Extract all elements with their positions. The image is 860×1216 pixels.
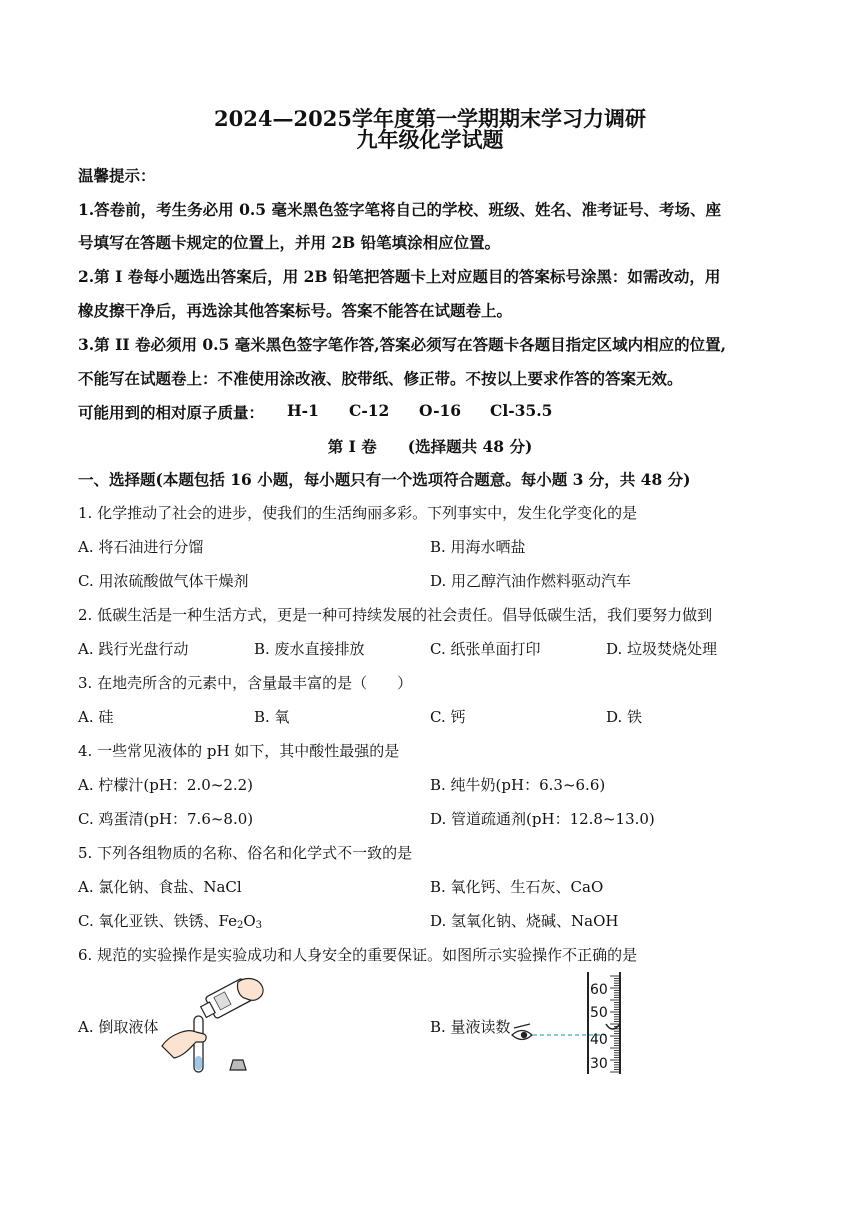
question-1-option-c[interactable]: C. 用浓硫酸做气体干燥剂: [78, 572, 249, 590]
question-3-option-b[interactable]: B. 氧: [254, 708, 290, 726]
question-4-stem: 4. 一些常见液体的 pH 如下，其中酸性最强的是: [78, 742, 400, 760]
exam-subtitle: [0, 124, 860, 154]
question-3-option-a[interactable]: A. 硅: [78, 708, 114, 726]
question-2-option-c[interactable]: C. 纸张单面打印: [430, 640, 541, 658]
formula-subscript: 3: [255, 920, 263, 931]
question-6-option-b[interactable]: B. 量液读数: [430, 1018, 511, 1036]
notice-line-6: 不能写在试题卷上：不准使用涂改液、胶带纸、修正带。不按以上要求作答的答案无效。: [78, 369, 683, 388]
bottle-stopper-icon: [230, 1060, 246, 1070]
meniscus-icon: [606, 1024, 620, 1029]
question-3-option-d[interactable]: D. 铁: [606, 708, 643, 726]
question-5-option-c[interactable]: [78, 910, 262, 931]
question-4-option-d[interactable]: D. 管道疏通剂(pH：12.8~13.0): [430, 810, 655, 828]
question-2-option-b[interactable]: B. 废水直接排放: [254, 640, 365, 658]
question-6-stem: 6. 规范的实验操作是实验成功和人身安全的重要保证。如图所示实验操作不正确的是: [78, 946, 638, 964]
formula-subscript: 2: [236, 920, 244, 931]
atomic-mass-h: H-1: [287, 401, 319, 420]
question-4-option-b[interactable]: B. 纯牛奶(pH：6.3~6.6): [430, 776, 606, 794]
formula-oxygen: O: [243, 912, 256, 930]
question-1-option-d[interactable]: D. 用乙醇汽油作燃料驱动汽车: [430, 572, 632, 590]
exam-title: 2024—2025学年度第一学期期末学习力调研: [214, 106, 646, 131]
atomic-mass-o: O-16: [419, 401, 462, 420]
atomic-masses-label: 可能用到的相对原子质量：: [78, 403, 265, 422]
question-5-option-c-text: C. 氧化亚铁、铁锈、Fe: [78, 912, 237, 930]
question-2-stem: 2. 低碳生活是一种生活方式，更是一种可持续发展的社会责任。倡导低碳生活，我们要努力做到: [78, 606, 713, 624]
notice-heading: 温馨提示：: [78, 166, 156, 185]
question-5-option-a[interactable]: A. 氯化钠、食盐、NaCl: [78, 878, 242, 896]
question-5-stem: 5. 下列各组物质的名称、俗名和化学式不一致的是: [78, 844, 413, 862]
eye-icon: [512, 1024, 532, 1040]
question-4-option-c[interactable]: C. 鸡蛋清(pH：7.6~8.0): [78, 810, 254, 828]
notice-line-5: 3.第 II 卷必须用 0.5 毫米黑色签字笔作答,答案必须写在答题卡各题目指定区域内相应的位置,: [78, 335, 727, 354]
question-3-stem: 3. 在地壳所含的元素中，含量最丰富的是（ ）: [78, 674, 413, 692]
notice-line-1: 1.答卷前，考生务必用 0.5 毫米黑色签字笔将自己的学校、班级、姓名、准考证号、考场、座: [78, 200, 721, 219]
pouring-liquid-illustration: [160, 976, 280, 1076]
atomic-mass-c: C-12: [349, 401, 390, 420]
scale-label-30: 30: [590, 1056, 608, 1072]
part1-title: 第 I 卷 (选择题共 48 分): [327, 437, 533, 456]
question-4-option-a[interactable]: A. 柠檬汁(pH：2.0~2.2): [78, 776, 254, 794]
scale-label-60: 60: [590, 982, 608, 998]
question-5-option-d[interactable]: D. 氢氧化钠、烧碱、NaOH: [430, 912, 619, 930]
atomic-mass-cl: Cl-35.5: [490, 401, 553, 420]
scale-label-40: 40: [590, 1032, 608, 1048]
question-2-option-a[interactable]: A. 践行光盘行动: [78, 640, 189, 658]
exam-subtitle-text: 九年级化学试题: [356, 127, 504, 152]
question-3-option-c[interactable]: C. 钙: [430, 708, 466, 726]
section-heading: 一、选择题(本题包括 16 小题，每小题只有一个选项符合题意。每小题 3 分，共 48 分): [78, 470, 691, 489]
graduated-cylinder-illustration: [508, 968, 638, 1080]
notice-line-3: 2.第 I 卷每小题选出答案后，用 2B 铅笔把答题卡上对应题目的答案标号涂黑：如需改动，用: [78, 267, 721, 286]
question-1-stem: 1. 化学推动了社会的进步，使我们的生活绚丽多彩。下列事实中，发生化学变化的是: [78, 504, 638, 522]
notice-line-4: 橡皮擦干净后，再选涂其他答案标号。答案不能答在试题卷上。: [78, 301, 513, 320]
scale-label-50: 50: [590, 1005, 608, 1021]
question-1-option-b[interactable]: B. 用海水晒盐: [430, 538, 526, 556]
notice-line-2: 号填写在答题卡规定的位置上，并用 2B 铅笔填涂相应位置。: [78, 233, 501, 252]
cylinder-scale: [610, 976, 620, 1072]
question-5-option-b[interactable]: B. 氧化钙、生石灰、CaO: [430, 878, 604, 896]
question-2-option-d[interactable]: D. 垃圾焚烧处理: [606, 640, 718, 658]
question-6-option-a[interactable]: A. 倒取液体: [78, 1018, 159, 1036]
question-1-option-a[interactable]: A. 将石油进行分馏: [78, 538, 204, 556]
